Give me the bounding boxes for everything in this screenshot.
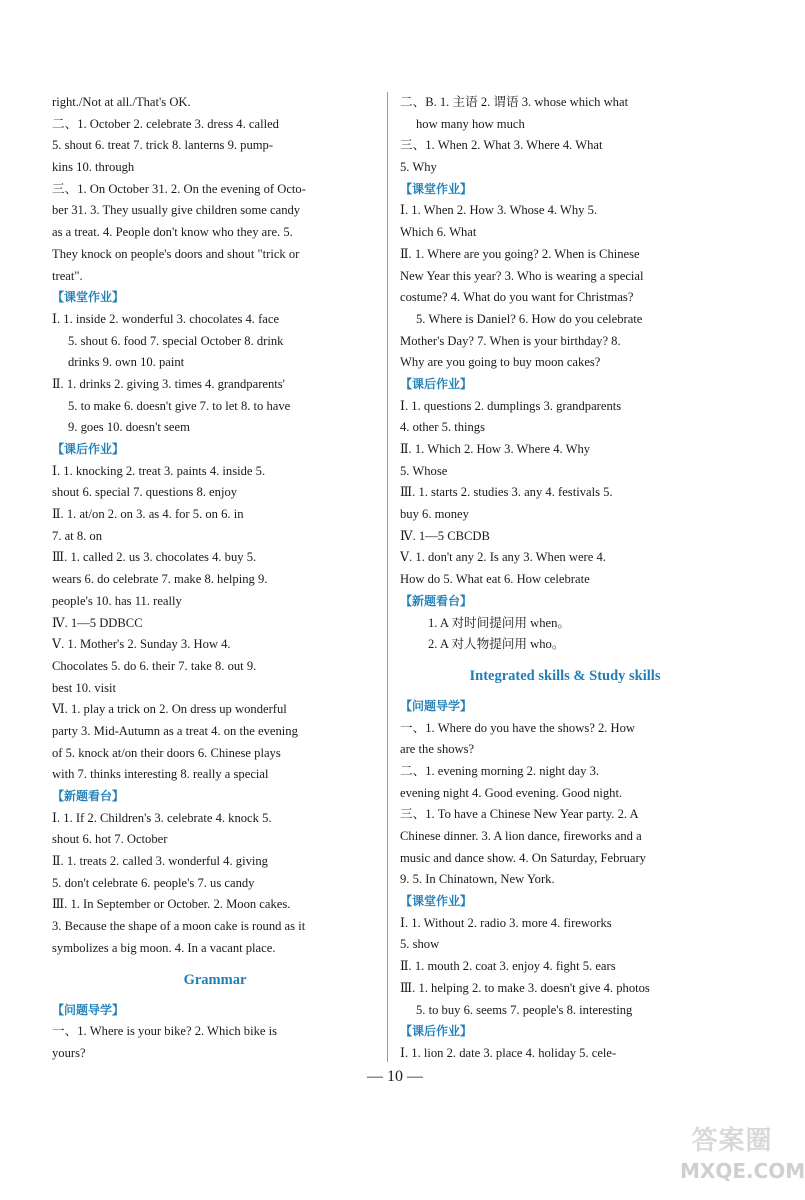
answer-line: 3. Because the shape of a moon cake is round as it <box>52 919 306 934</box>
watermark-url: MXQE.COM <box>680 1159 805 1183</box>
answer-line: 一、1. Where is your bike? 2. Which bike is <box>52 1024 278 1039</box>
answer-line: 5. Why <box>400 160 437 175</box>
answer-line: Ⅲ. 1. called 2. us 3. chocolates 4. buy 5. <box>52 550 257 565</box>
watermark-logo <box>680 1120 805 1192</box>
answer-line: 5. show <box>400 937 440 952</box>
answer-line: Ⅴ. 1. Mother's 2. Sunday 3. How 4. <box>52 637 231 652</box>
answer-line: 5. to make 6. doesn't give 7. to let 8. to have <box>68 398 291 413</box>
answer-line: music and dance show. 4. On Saturday, February <box>400 850 646 865</box>
answer-line: Ⅰ. 1. inside 2. wonderful 3. chocolates 4. face <box>52 311 280 326</box>
answer-line: Ⅳ. 1—5 CBCDB <box>400 528 490 543</box>
answer-line: Ⅱ. 1. treats 2. called 3. wonderful 4. giving <box>52 854 268 869</box>
section-heading: 【课后作业】 <box>400 376 473 391</box>
answer-line: 一、1. Where do you have the shows? 2. How <box>400 720 636 735</box>
answer-line: Ⅵ. 1. play a trick on 2. On dress up wonderful <box>52 702 287 717</box>
answer-line: 5. don't celebrate 6. people's 7. us candy <box>52 875 255 890</box>
answer-line: 5. shout 6. treat 7. trick 8. lanterns 9. pump- <box>52 138 274 153</box>
answer-line: people's 10. has 11. really <box>52 593 182 608</box>
answer-line: of 5. knock at/on their doors 6. Chinese plays <box>52 745 281 760</box>
answer-line: Ⅱ. 1. Which 2. How 3. Where 4. Why <box>400 442 591 456</box>
answer-line: Mother's Day? 7. When is your birthday? 8. <box>400 333 621 348</box>
answer-line: Which 6. What <box>400 225 477 240</box>
answer-line: 1. A 对时间提问用 when。 <box>428 615 571 630</box>
answer-line: How do 5. What eat 6. How celebrate <box>400 572 590 587</box>
answer-line: yours? <box>52 1045 86 1060</box>
section-title: Grammar <box>183 971 247 988</box>
answer-line: Ⅳ. 1—5 DDBCC <box>52 615 143 630</box>
answer-line: 2. A 对人物提问用 who。 <box>428 637 565 652</box>
column-divider <box>387 92 388 1062</box>
answer-line: 4. other 5. things <box>400 420 486 435</box>
answer-line: Why are you going to buy moon cakes? <box>400 355 601 370</box>
answer-line: Ⅲ. 1. starts 2. studies 3. any 4. festivals 5. <box>400 485 613 500</box>
answer-line: New Year this year? 3. Who is wearing a special <box>400 268 644 283</box>
answer-line: 三、1. On October 31. 2. On the evening of Octo- <box>52 181 306 196</box>
answer-line: Chinese dinner. 3. A lion dance, fireworks and a <box>400 829 642 843</box>
answer-line: shout 6. special 7. questions 8. enjoy <box>52 485 238 500</box>
answer-line: how many how much <box>416 116 525 131</box>
section-heading: 【问题导学】 <box>400 698 473 713</box>
section-heading: 【课后作业】 <box>52 442 125 456</box>
answer-line: 5. Where is Daniel? 6. How do you celebrate <box>416 311 643 326</box>
right-column <box>400 92 730 1065</box>
answer-line: shout 6. hot 7. October <box>52 832 168 847</box>
answer-line: 二、B. 1. 主语 2. 谓语 3. whose which what <box>400 95 629 109</box>
answer-line: Ⅰ. 1. When 2. How 3. Whose 4. Why 5. <box>400 203 598 218</box>
answer-line: 9. 5. In Chinatown, New York. <box>400 872 555 887</box>
answer-line: drinks 9. own 10. paint <box>68 355 185 370</box>
answer-line: 二、1. evening morning 2. night day 3. <box>400 763 600 778</box>
answer-line: Chocolates 5. do 6. their 7. take 8. out 9. <box>52 658 257 673</box>
answer-line: Ⅱ. 1. Where are you going? 2. When is Chinese <box>400 246 640 261</box>
answer-line: Ⅲ. 1. helping 2. to make 3. doesn't give 4. photos <box>400 980 650 995</box>
section-heading: 【课后作业】 <box>400 1024 473 1039</box>
answer-line: ber 31. 3. They usually give children some candy <box>52 203 301 218</box>
answer-line: 三、1. When 2. What 3. Where 4. What <box>400 138 603 153</box>
answer-line: costume? 4. What do you want for Christmas? <box>400 290 634 305</box>
answer-line: 二、1. October 2. celebrate 3. dress 4. called <box>52 116 279 131</box>
answer-line: Ⅰ. 1. If 2. Children's 3. celebrate 4. knock 5. <box>52 810 272 825</box>
answer-line: Ⅰ. 1. knocking 2. treat 3. paints 4. inside 5. <box>52 463 266 478</box>
answer-line: Ⅰ. 1. lion 2. date 3. place 4. holiday 5. cele- <box>400 1045 617 1060</box>
answer-line: are the shows? <box>400 742 475 757</box>
answer-line: symbolizes a big moon. 4. In a vacant place. <box>52 940 276 955</box>
answer-line: with 7. thinks interesting 8. really a special <box>52 767 269 782</box>
answer-line: wears 6. do celebrate 7. make 8. helping 9. <box>52 572 268 587</box>
answer-line: treat". <box>52 268 83 283</box>
left-column <box>52 92 378 1065</box>
answer-line: Ⅱ. 1. mouth 2. coat 3. enjoy 4. fight 5. ears <box>400 959 616 974</box>
answer-line: Ⅱ. 1. at/on 2. on 3. as 4. for 5. on 6. in <box>52 507 244 522</box>
section-heading: 【新题看台】 <box>400 593 473 608</box>
answer-line: Ⅰ. 1. questions 2. dumplings 3. grandparents <box>400 398 622 413</box>
answer-line: buy 6. money <box>400 507 469 522</box>
answer-line: 三、1. To have a Chinese New Year party. 2. A <box>400 807 639 822</box>
section-heading: 【课堂作业】 <box>52 290 125 305</box>
answer-line: They knock on people's doors and shout "trick or <box>52 246 300 261</box>
section-title: Integrated skills & Study skills <box>469 667 661 684</box>
answer-line: 7. at 8. on <box>52 528 103 543</box>
answer-line: 5. Whose <box>400 463 448 478</box>
answer-line: Ⅲ. 1. In September or October. 2. Moon cakes. <box>52 897 291 912</box>
answer-line: party 3. Mid-Autumn as a treat 4. on the evening <box>52 723 298 738</box>
answer-line: kins 10. through <box>52 160 135 175</box>
answer-line: 5. shout 6. food 7. special October 8. drink <box>68 333 284 348</box>
answer-line: best 10. visit <box>52 680 117 695</box>
answer-line: right./Not at all./That's OK. <box>52 95 191 109</box>
page-number: — 10 — <box>367 1068 423 1085</box>
answer-line: Ⅱ. 1. drinks 2. giving 3. times 4. grandparents' <box>52 376 285 391</box>
answer-line: Ⅴ. 1. don't any 2. Is any 3. When were 4. <box>400 550 606 565</box>
section-heading: 【课堂作业】 <box>400 181 473 196</box>
answer-line: Ⅰ. 1. Without 2. radio 3. more 4. fireworks <box>400 915 612 930</box>
answer-line: 9. goes 10. doesn't seem <box>68 420 190 435</box>
answer-line: evening night 4. Good evening. Good night. <box>400 785 623 800</box>
watermark-logo-text: 答案圈 <box>691 1126 773 1156</box>
section-heading: 【问题导学】 <box>52 1002 125 1017</box>
answer-line: 5. to buy 6. seems 7. people's 8. interesting <box>416 1002 633 1017</box>
section-heading: 【课堂作业】 <box>400 894 473 909</box>
answer-line: as a treat. 4. People don't know who they are. 5. <box>52 225 293 240</box>
section-heading: 【新题看台】 <box>52 789 125 803</box>
